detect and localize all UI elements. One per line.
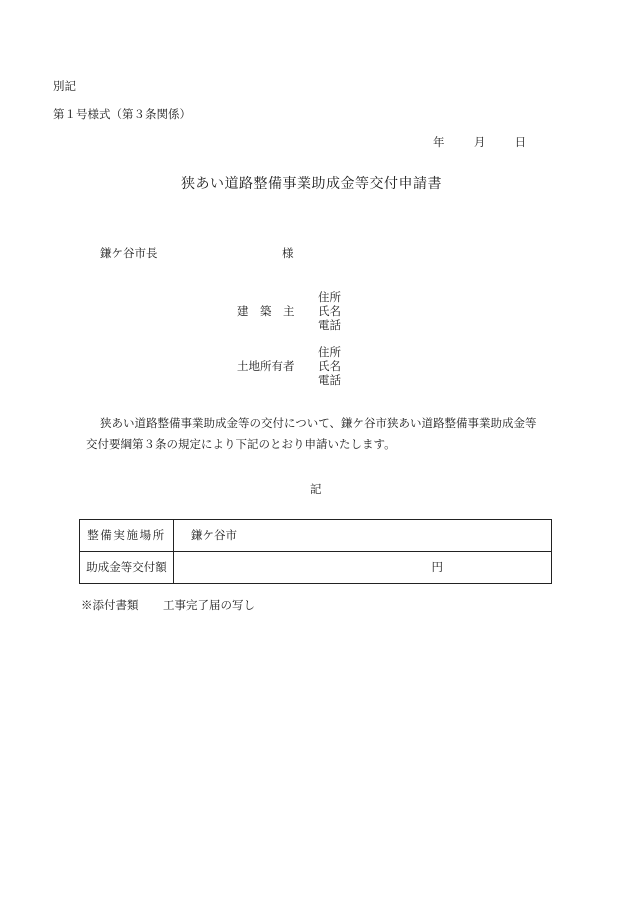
table-row [80, 520, 552, 552]
grant-amount-value: 円 [174, 552, 552, 584]
attachment-value: 工事完了届の写し [163, 598, 255, 612]
addressee-name: 鎌ケ谷市長 [100, 246, 158, 260]
body-text-line-2: 交付要綱第３条の規定により下記のとおり申請いたします。 [86, 437, 396, 451]
grant-amount-label: 助成金等交付額 [80, 552, 174, 584]
site-location-label: 整備実施場所 [80, 520, 174, 552]
landowner-phone-label: 電話 [318, 373, 341, 387]
landowner-name-label: 氏名 [318, 359, 341, 373]
builder-address-label: 住所 [318, 290, 341, 304]
date-line [433, 135, 526, 149]
date-month: 月 [473, 135, 486, 149]
body-text-line-1: 狭あい道路整備事業助成金等の交付について、鎌ケ谷市狭あい道路整備事業助成金等 [100, 416, 537, 430]
table-row [80, 552, 552, 584]
builder-name-label: 氏名 [318, 304, 341, 318]
applicant-builder-role: 建 築 主 [237, 304, 295, 318]
attachment-label: ※添付書類 [81, 598, 139, 612]
document-title: 狭あい道路整備事業助成金等交付申請書 [181, 176, 442, 192]
landowner-address-label: 住所 [318, 345, 341, 359]
ki-heading: 記 [310, 482, 322, 496]
applicant-landowner-role: 土地所有者 [237, 359, 295, 373]
date-day: 日 [514, 135, 527, 149]
annex-label: 別記 [53, 79, 76, 93]
applicant-landowner-fields [318, 345, 341, 387]
builder-phone-label: 電話 [318, 318, 341, 332]
application-table [79, 519, 552, 584]
addressee-honorific: 様 [282, 246, 294, 260]
applicant-builder-fields [318, 290, 341, 332]
form-number: 第１号様式（第３条関係） [53, 107, 191, 121]
site-location-value: 鎌ケ谷市 [174, 520, 552, 552]
date-year: 年 [433, 135, 445, 149]
